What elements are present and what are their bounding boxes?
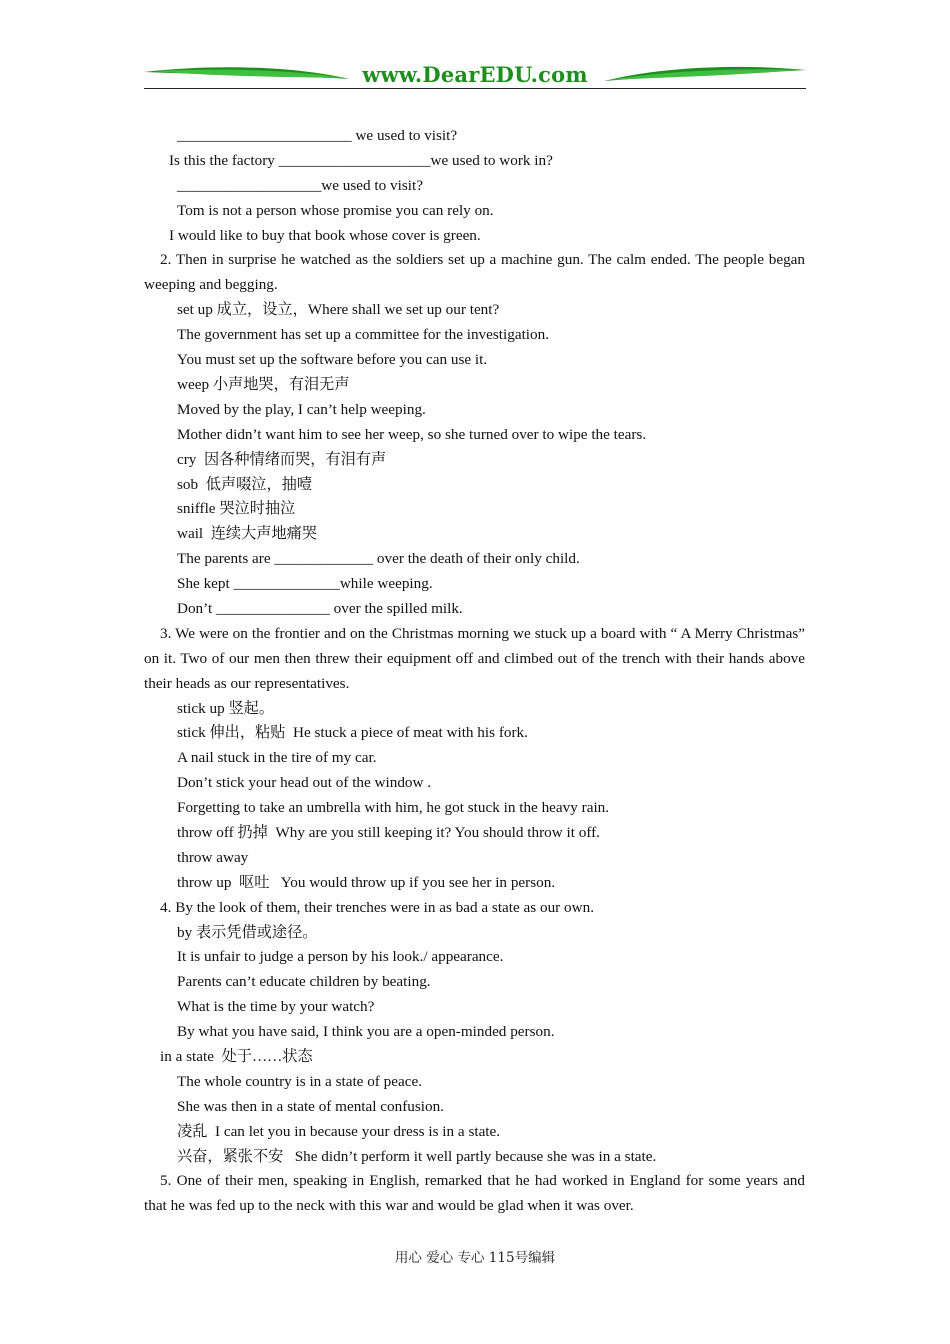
text-line: 4. By the look of them, their trenches were in as bad a state as our own. bbox=[160, 898, 594, 916]
site-logo-text: www.DearEDU.com bbox=[362, 62, 588, 87]
text-line: Mother didn’t want him to see her weep, so she turned over to wipe the tears. bbox=[177, 425, 647, 443]
text-line: throw up 呕吐 You would throw up if you see her in person. bbox=[177, 873, 556, 891]
text-line: She was then in a state of mental confusion. bbox=[177, 1097, 444, 1115]
text-line: Moved by the play, I can’t help weeping. bbox=[177, 400, 426, 418]
text-line: stick 伸出，粘贴 He stuck a piece of meat with his fork. bbox=[177, 724, 528, 742]
text-line: I would like to buy that book whose cover is green. bbox=[169, 226, 481, 244]
text-line: The parents are _____________ over the death of their only child. bbox=[177, 550, 580, 568]
text-line: in a state 处于……状态 bbox=[160, 1048, 313, 1066]
text-line: throw off 扔掉 Why are you still keeping it? You should throw it off. bbox=[177, 824, 600, 842]
text-line: Don’t _______________ over the spilled milk. bbox=[177, 599, 463, 617]
text-line: stick up 竖起。 bbox=[177, 699, 275, 717]
text-line: _______________________ we used to visit? bbox=[177, 127, 458, 144]
text-line: You must set up the software before you can use it. bbox=[177, 351, 488, 369]
text-line: It is unfair to judge a person by his look./ appearance. bbox=[177, 948, 504, 966]
text-line: A nail stuck in the tire of my car. bbox=[177, 749, 377, 767]
text-line: 兴奋，紧张不安 She didn’t perform it well partly because she was in a state. bbox=[177, 1147, 657, 1165]
text-line: By what you have said, I think you are a open-minded person. bbox=[177, 1023, 555, 1041]
text-line: sniffle 哭泣时抽泣 bbox=[177, 500, 296, 518]
text-line: She kept ______________while weeping. bbox=[177, 575, 433, 593]
text-line: throw away bbox=[177, 848, 249, 866]
page-footer: 用心 爱心 专心 115号编辑 bbox=[394, 1250, 556, 1266]
text-line: by 表示凭借或途径。 bbox=[177, 923, 318, 941]
text-line: weep 小声地哭，有泪无声 bbox=[177, 375, 350, 393]
text-line: set up 成立，设立，Where shall we set up our tent? bbox=[177, 301, 500, 319]
text-line: cry 因各种情绪而哭，有泪有声 bbox=[177, 450, 387, 468]
text-line: What is the time by your watch? bbox=[177, 998, 375, 1016]
text-line: sob 低声啜泣，抽噎 bbox=[177, 475, 313, 493]
header-divider bbox=[144, 88, 806, 89]
text-line: The whole country is in a state of peace. bbox=[177, 1072, 423, 1090]
text-line: wail 连续大声地痛哭 bbox=[177, 525, 318, 543]
paragraph-2: 2. Then in surprise he watched as the soldiers set up a machine gun. The calm ended. The people began weeping and begging. bbox=[144, 251, 805, 294]
text-line: 凌乱 I can let you in because your dress is in a state. bbox=[177, 1122, 501, 1140]
text-line: The government has set up a committee for the investigation. bbox=[177, 326, 549, 344]
text-line: Forgetting to take an umbrella with him, he got stuck in the heavy rain. bbox=[177, 799, 610, 817]
text-line: Parents can’t educate children by beating. bbox=[177, 973, 431, 991]
paragraph-5: 5. One of their men, speaking in English, remarked that he had worked in England for some years and that he was fed up to the neck with this war and would be glad when it was over. bbox=[144, 1172, 805, 1215]
text-line: Is this the factory ____________________we used to work in? bbox=[169, 151, 553, 169]
text-line: Don’t stick your head out of the window . bbox=[177, 774, 432, 792]
text-line: ___________________we used to visit? bbox=[177, 176, 423, 194]
paragraph-3: 3. We were on the frontier and on the Christmas morning we stuck up a board with “ A Merry Christmas” on it. Two of our men then threw their equipment off and climbed out of the trench with their hands above their heads as our representatives. bbox=[144, 624, 805, 692]
text-line: Tom is not a person whose promise you can rely on. bbox=[177, 201, 494, 219]
main-content bbox=[144, 124, 805, 1219]
